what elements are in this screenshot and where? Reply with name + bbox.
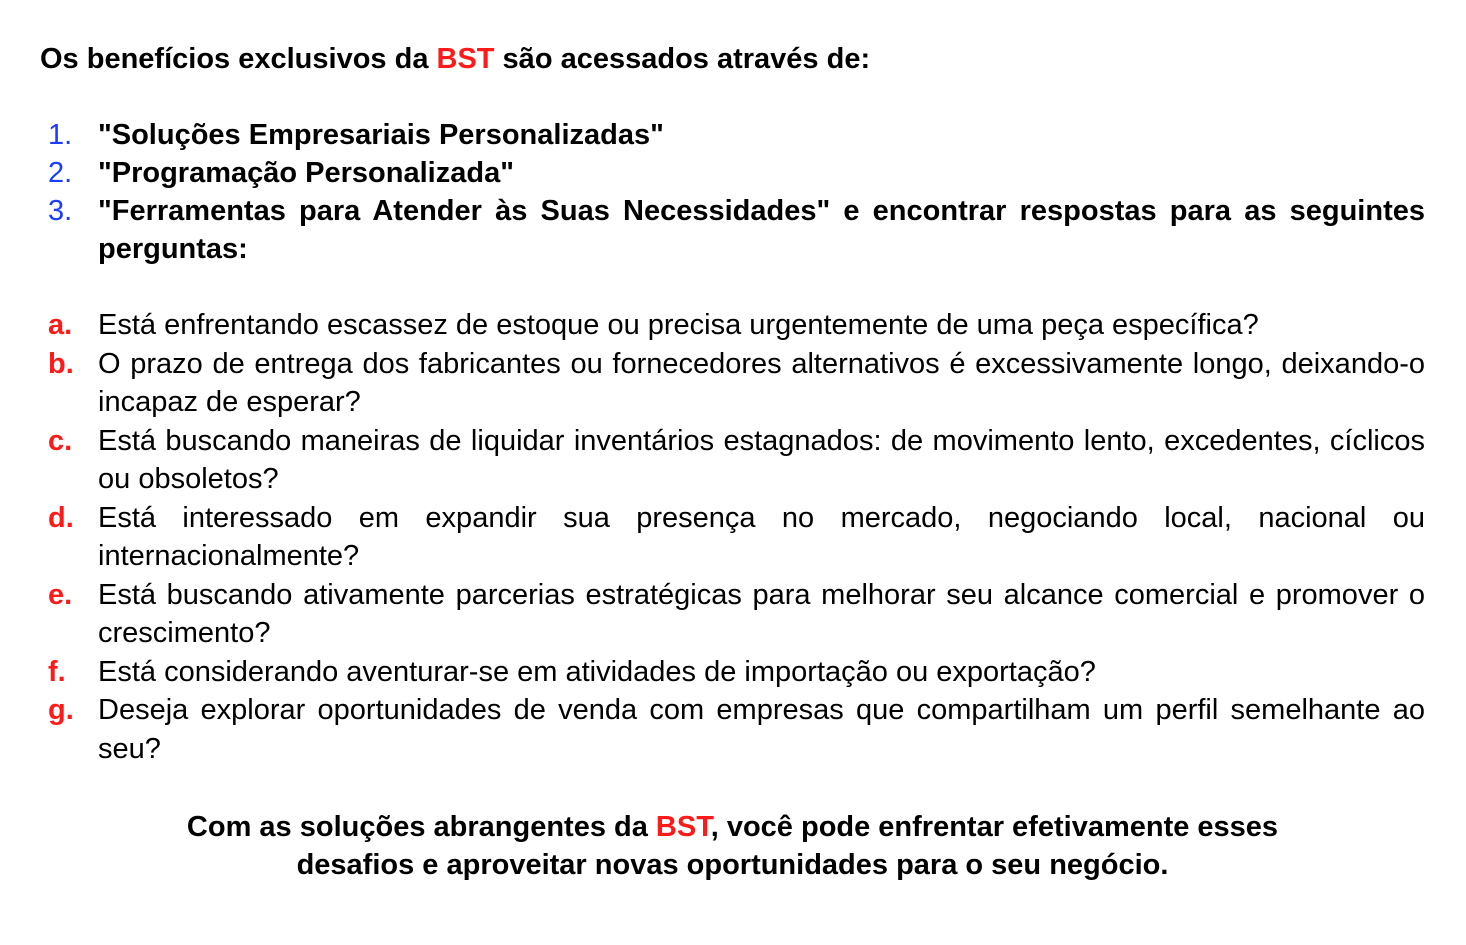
closing-text-before: Com as soluções abrangentes da <box>186 811 656 843</box>
question-item <box>40 576 1425 653</box>
question-item <box>40 653 1425 692</box>
question-text: Está considerando aventurar-se em atividades de importação ou exportação? <box>98 655 1096 688</box>
question-list <box>40 306 1425 768</box>
question-letter: e. <box>48 578 73 611</box>
closing-line-1 <box>40 808 1425 846</box>
question-item <box>40 691 1425 768</box>
closing-line-2: desafios e aproveitar novas oportunidades para o seu negócio. <box>296 849 1169 881</box>
question-letter: c. <box>48 424 73 457</box>
question-text: Está buscando maneiras de liquidar inventários estagnados: de movimento lento, excedentes, cíclicos ou obsoletos? <box>98 424 1425 495</box>
question-text: Está interessado em expandir sua presença no mercado, negociando local, nacional ou internacionalmente? <box>98 501 1425 572</box>
brand-name: BST <box>436 43 495 75</box>
question-text: Está enfrentando escassez de estoque ou precisa urgentemente de uma peça específica? <box>98 309 1259 341</box>
question-item <box>40 306 1425 345</box>
list-item <box>40 116 1425 154</box>
intro-heading <box>40 40 1425 78</box>
list-item-text: "Ferramentas para Atender às Suas Necessidades" e encontrar respostas para as seguintes perguntas: <box>98 195 1425 265</box>
question-letter: a. <box>48 309 73 341</box>
question-text: O prazo de entrega dos fabricantes ou fornecedores alternativos é excessivamente longo, deixando-o incapaz de esperar? <box>98 347 1425 418</box>
list-item-text: "Programação Personalizada" <box>98 157 514 189</box>
question-letter: d. <box>48 501 74 534</box>
closing-text-after: , você pode enfrentar efetivamente esses <box>710 811 1279 843</box>
question-letter: f. <box>48 655 66 688</box>
list-number: 3. <box>48 195 73 227</box>
list-item <box>40 154 1425 192</box>
question-letter: g. <box>48 694 74 726</box>
list-number: 1. <box>48 119 73 151</box>
question-item <box>40 345 1425 422</box>
intro-text-after: são acessados através de: <box>494 43 871 75</box>
question-item <box>40 499 1425 576</box>
intro-text-before: Os benefícios exclusivos da <box>40 43 437 75</box>
closing-statement <box>40 808 1425 884</box>
numbered-list <box>40 116 1425 268</box>
question-item <box>40 422 1425 499</box>
document <box>40 40 1425 884</box>
question-text: Está buscando ativamente parcerias estratégicas para melhorar seu alcance comercial e promover o crescimento? <box>98 578 1425 649</box>
question-letter: b. <box>48 347 74 380</box>
list-item-text: "Soluções Empresariais Personalizadas" <box>98 119 664 151</box>
list-number: 2. <box>48 157 73 189</box>
list-item <box>40 192 1425 268</box>
closing-brand-name: BST <box>655 811 711 843</box>
question-text: Deseja explorar oportunidades de venda com empresas que compartilham um perfil semelhante ao seu? <box>98 694 1425 765</box>
